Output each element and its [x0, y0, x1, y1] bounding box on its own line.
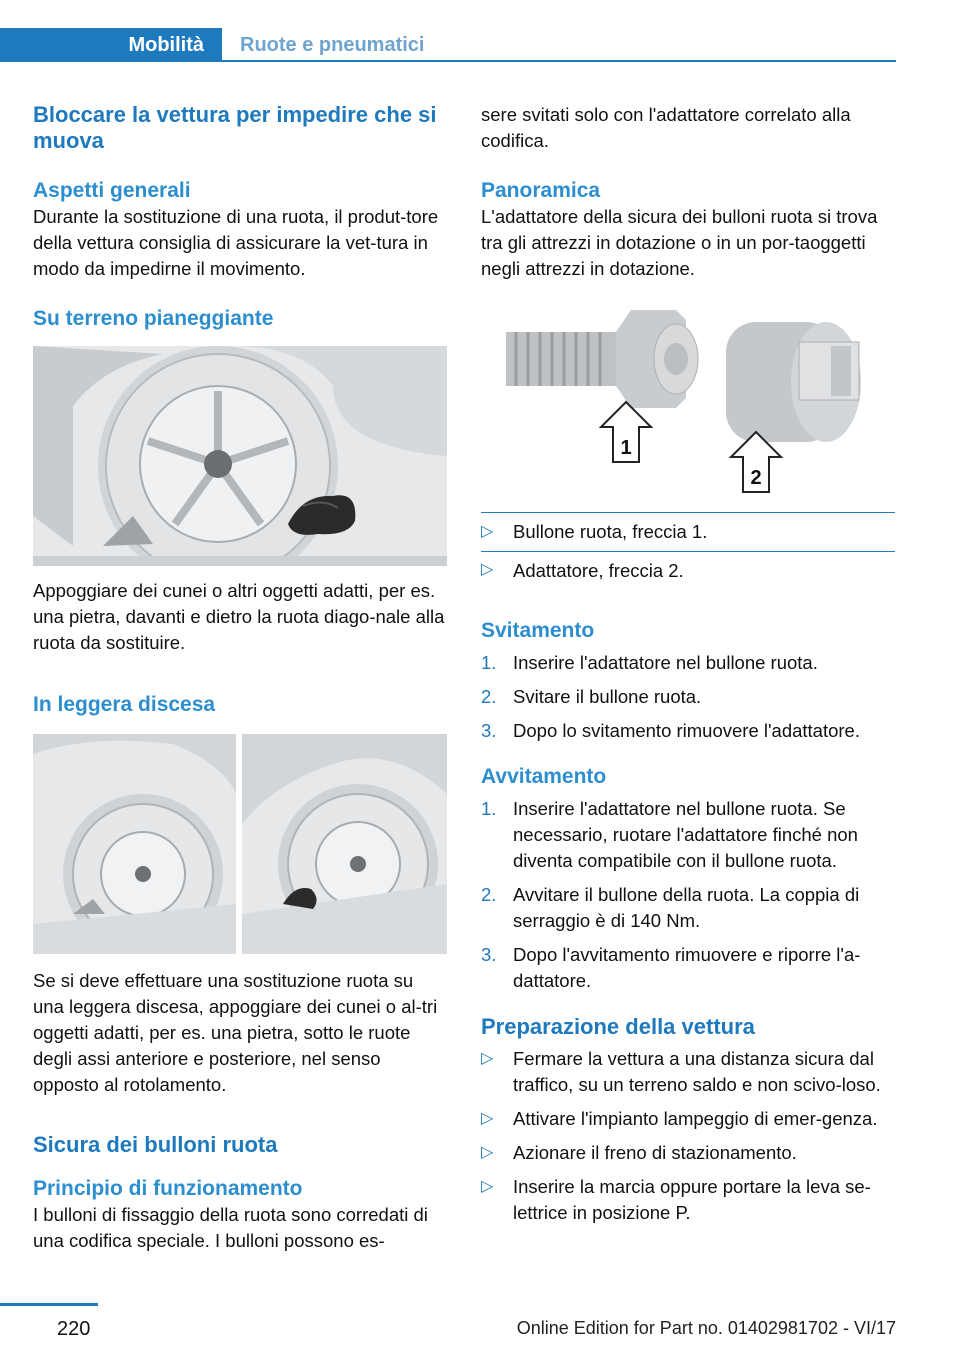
list-item: 1. Inserire l'adattatore nel bullone ruota.: [481, 652, 818, 673]
list-item: ▷ Bullone ruota, freccia 1.: [481, 519, 895, 545]
list-item: 3. Dopo lo svitamento rimuovere l'adattatore.: [481, 720, 860, 741]
list-item: ▷ Azionare il freno di stazionamento.: [481, 1140, 895, 1166]
adapter: [726, 322, 861, 442]
list-item: 2. Svitare il bullone ruota.: [481, 686, 702, 707]
flat-ground-illustration: [33, 346, 447, 566]
list-item: ▷ Attivare l'impianto lampeggio di emer‐genza.: [481, 1106, 895, 1132]
general-heading: Aspetti generali: [33, 179, 191, 202]
prep-list: [481, 1046, 895, 1226]
left-column: [33, 102, 447, 1254]
principle-heading: Principio di funzionamento: [33, 1177, 303, 1200]
parts-list-wrapper: [481, 512, 895, 584]
slope-text: Se si deve effettuare una sostituzione ruota su una leggera discesa, appoggiare dei cunei o al‐tri oggetti adatti, per es. una pietra, sotto le ruote degli assi anteriore e posteriore, nel senso opposto al rotolamento.: [33, 970, 438, 1095]
bullet-triangle-icon: ▷: [481, 1178, 494, 1195]
bullet-triangle-icon: ▷: [481, 523, 494, 540]
unscrew-heading: Svitamento: [481, 619, 595, 642]
page-number: 220: [57, 1318, 91, 1340]
bullet-triangle-icon: ▷: [481, 1110, 494, 1127]
tab-ruote-e-pneumatici[interactable]: Ruote e pneumatici: [240, 34, 425, 56]
principle-text: I bulloni di fissaggio della ruota sono corredati di una codifica speciale. I bulloni possono es‐: [33, 1204, 428, 1251]
list-item: ▷ Inserire la marcia oppure portare la leva se‐lettrice in posizione P.: [481, 1176, 871, 1223]
bullet-triangle-icon: ▷: [481, 1144, 494, 1161]
flat-text: Appoggiare dei cunei o altri oggetti adatti, per es. una pietra, davanti e dietro la ruota diago‐nale alla ruota da sostituire.: [33, 580, 445, 653]
overview-text: L'adattatore della sicura dei bulloni ruota si trova tra gli attrezzi in dotazione o in un por‐taoggetti negli attrezzi in dotazione.: [481, 206, 878, 279]
continued-text: sere svitati solo con l'adattatore correlato alla codifica.: [481, 104, 851, 151]
flat-heading: Su terreno pianeggiante: [33, 307, 274, 330]
arrow-1: [601, 402, 651, 462]
general-text: Durante la sostituzione di una ruota, il produt‐tore della vettura consiglia di assicurare la vet‐tura in modo da impedirne il movimento.: [33, 206, 439, 279]
overview-heading: Panoramica: [481, 179, 601, 202]
header-tabs: [0, 28, 896, 62]
bullet-triangle-icon: ▷: [481, 1050, 494, 1067]
parts-list: [481, 519, 895, 584]
prep-title: Preparazione della vettura: [481, 1014, 755, 1039]
list-item: ▷ Adattatore, freccia 2.: [481, 551, 895, 584]
unscrew-steps: [481, 650, 895, 744]
svg-text:2: 2: [750, 467, 762, 489]
tab-mobilita[interactable]: Mobilità: [0, 28, 222, 62]
header-divider: [0, 60, 896, 62]
bolt-adapter-illustration: [481, 302, 895, 502]
right-column: [481, 102, 895, 1226]
edition-note: Online Edition for Part no. 01402981702 - VI/17: [516, 1318, 896, 1338]
list-item: 2. Avvitare il bullone della ruota. La coppia di serraggio è di 140 Nm.: [481, 884, 860, 931]
section-title: Bloccare la vettura per impedire che si muova: [33, 102, 437, 153]
list-item: 3. Dopo l'avvitamento rimuovere e riporre l'a‐dattatore.: [481, 944, 861, 991]
slope-heading: In leggera discesa: [33, 693, 216, 716]
list-item: ▷ Fermare la vettura a una distanza sicura dal traffico, su un terreno saldo e non scivo‐loso.: [481, 1048, 881, 1095]
list-separator: [481, 512, 895, 513]
wheel-bolt: [506, 310, 698, 408]
lock-title: Sicura dei bulloni ruota: [33, 1132, 278, 1157]
svg-text:1: 1: [620, 437, 632, 459]
slope-illustration: [33, 734, 447, 954]
screw-steps: [481, 796, 895, 994]
list-item: 1. Inserire l'adattatore nel bullone ruota. Se necessario, ruotare l'adattatore finché non diventa compatibile con il bullone ruota.: [481, 798, 858, 871]
bullet-triangle-icon: ▷: [481, 561, 494, 578]
footer-accent-line: [0, 1303, 98, 1306]
screw-heading: Avvitamento: [481, 765, 607, 788]
